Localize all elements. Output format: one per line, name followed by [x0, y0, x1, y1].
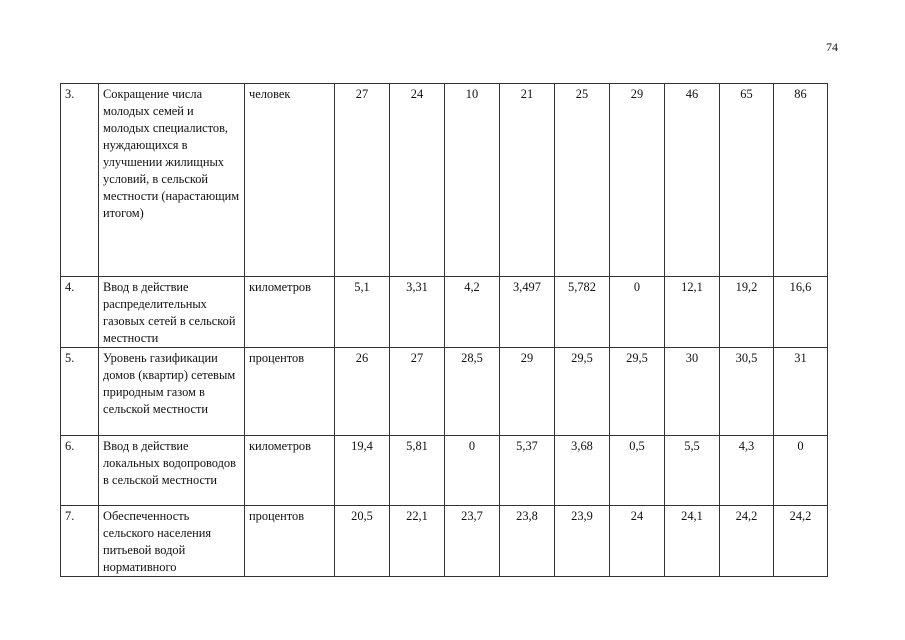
row-number: 7. — [61, 506, 99, 577]
row-number: 4. — [61, 277, 99, 348]
value-cell: 12,1 — [665, 277, 720, 348]
value-cell: 24 — [610, 506, 665, 577]
value-cell: 26 — [335, 348, 390, 436]
table-row — [61, 348, 828, 436]
value-cell: 19,4 — [335, 436, 390, 506]
value-cell: 23,7 — [445, 506, 500, 577]
value-cell: 24 — [390, 84, 445, 277]
value-cell: 29,5 — [610, 348, 665, 436]
value-cell: 30,5 — [720, 348, 774, 436]
unit-cell: процентов — [245, 506, 335, 577]
value-cell: 31 — [774, 348, 828, 436]
value-cell: 5,81 — [390, 436, 445, 506]
value-cell: 21 — [500, 84, 555, 277]
value-cell: 5,1 — [335, 277, 390, 348]
value-cell: 29,5 — [555, 348, 610, 436]
value-cell: 16,6 — [774, 277, 828, 348]
value-cell: 0,5 — [610, 436, 665, 506]
value-cell: 23,9 — [555, 506, 610, 577]
value-cell: 24,1 — [665, 506, 720, 577]
row-number: 3. — [61, 84, 99, 277]
value-cell: 3,31 — [390, 277, 445, 348]
value-cell: 46 — [665, 84, 720, 277]
value-cell: 5,37 — [500, 436, 555, 506]
value-cell: 20,5 — [335, 506, 390, 577]
value-cell: 27 — [335, 84, 390, 277]
indicator-name: Ввод в действие локальных водопроводов в сельской местности — [99, 436, 245, 506]
value-cell: 5,782 — [555, 277, 610, 348]
value-cell: 65 — [720, 84, 774, 277]
value-cell: 4,3 — [720, 436, 774, 506]
row-number: 6. — [61, 436, 99, 506]
value-cell: 23,8 — [500, 506, 555, 577]
value-cell: 30 — [665, 348, 720, 436]
table-row — [61, 84, 828, 277]
row-number: 5. — [61, 348, 99, 436]
value-cell: 28,5 — [445, 348, 500, 436]
value-cell: 22,1 — [390, 506, 445, 577]
value-cell: 5,5 — [665, 436, 720, 506]
indicator-name: Ввод в действие распределительных газовых сетей в сельской местности — [99, 277, 245, 348]
indicator-name: Сокращение числа молодых семей и молодых специалистов, нуждающихся в улучшении жилищных условий, в сельской местности (нарастающим итогом) — [99, 84, 245, 277]
table-body — [61, 84, 828, 577]
value-cell: 29 — [500, 348, 555, 436]
value-cell: 29 — [610, 84, 665, 277]
value-cell: 27 — [390, 348, 445, 436]
indicator-name: Обеспеченность сельского населения питьевой водой нормативного — [99, 506, 245, 577]
value-cell: 19,2 — [720, 277, 774, 348]
indicators-table — [60, 83, 828, 577]
indicator-name: Уровень газификации домов (квартир) сетевым природным газом в сельской местности — [99, 348, 245, 436]
unit-cell: человек — [245, 84, 335, 277]
value-cell: 10 — [445, 84, 500, 277]
value-cell: 86 — [774, 84, 828, 277]
unit-cell: километров — [245, 436, 335, 506]
value-cell: 24,2 — [720, 506, 774, 577]
unit-cell: процентов — [245, 348, 335, 436]
value-cell: 0 — [610, 277, 665, 348]
value-cell: 24,2 — [774, 506, 828, 577]
table-row — [61, 506, 828, 577]
value-cell: 0 — [774, 436, 828, 506]
value-cell: 3,68 — [555, 436, 610, 506]
table-row — [61, 277, 828, 348]
page-number: 74 — [826, 40, 838, 54]
value-cell: 3,497 — [500, 277, 555, 348]
value-cell: 25 — [555, 84, 610, 277]
value-cell: 4,2 — [445, 277, 500, 348]
unit-cell: километров — [245, 277, 335, 348]
table-row — [61, 436, 828, 506]
value-cell: 0 — [445, 436, 500, 506]
